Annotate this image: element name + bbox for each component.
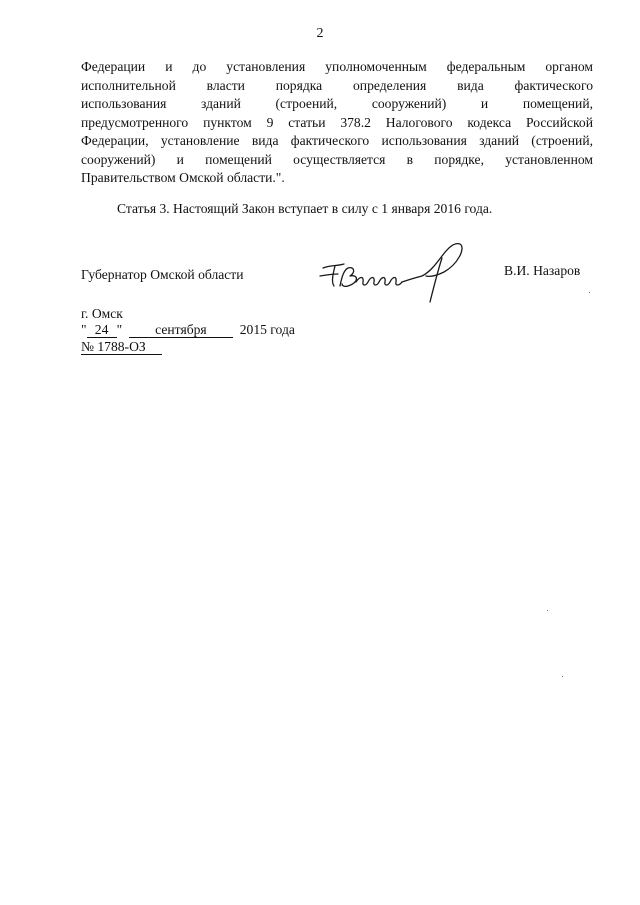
signatory-name: В.И. Назаров [504,263,581,278]
handwritten-signature [318,236,468,308]
signing-date [81,322,295,338]
page-number: 2 [316,26,324,41]
date-open-quote: " [81,322,87,337]
body-line: исполнительной власти порядка определения вида фактического [81,77,593,93]
body-line: Правительством Омской области.". [81,170,285,185]
scan-speck [562,676,563,677]
body-line: сооружений) и помещений осуществляется в порядке, установленном [81,151,593,167]
date-day: 24 [87,322,117,338]
scan-speck [547,610,548,611]
date-month: сентября [129,322,233,338]
body-line: использования зданий (строений, сооружений) и помещений, [81,96,593,111]
scan-speck [589,292,590,293]
date-close-quote: " [116,322,123,337]
law-number [81,339,162,355]
law-number-value: № 1788-ОЗ [81,339,162,355]
date-year: 2015 года [239,322,295,337]
body-line: предусмотренного пунктом 9 статьи 378.2 Налогового кодекса Российской [81,114,593,130]
body-line: Федерации и до установления уполномоченным федеральным органом [81,59,593,74]
article-3: Статья 3. Настоящий Закон вступает в силу с 1 января 2016 года. [117,201,493,216]
body-line: Федерации, установление вида фактического использования зданий (строений, [81,133,593,148]
law-body-text [81,58,593,188]
signatory-title: Губернатор Омской области [81,267,244,282]
city: г. Омск [81,306,123,321]
